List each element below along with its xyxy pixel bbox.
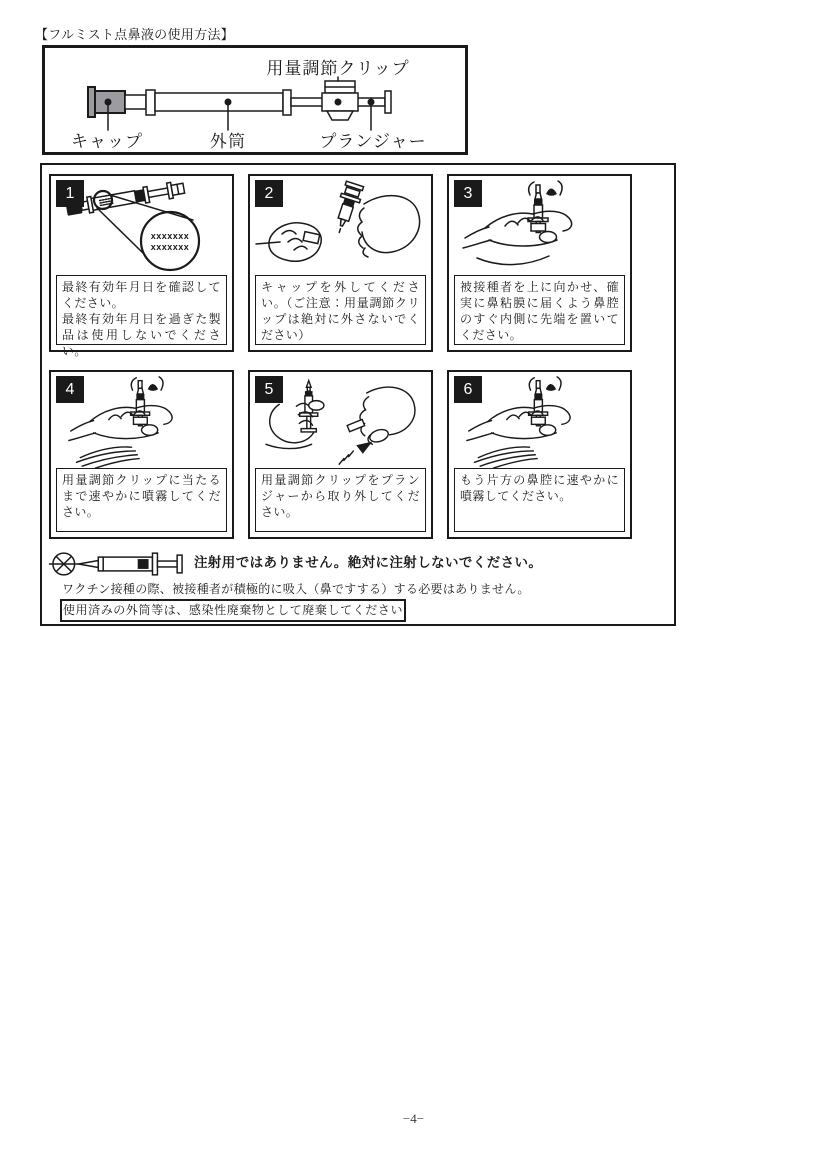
no-injection-text: 注射用ではありません。絶対に注射しないでください。 bbox=[194, 555, 543, 570]
right-hand-with-clip-icon bbox=[347, 387, 415, 444]
label-barrel: 外筒 bbox=[210, 132, 246, 151]
label-plunger: プランジャー bbox=[319, 132, 427, 151]
svg-text:xxxxxxx: xxxxxxx bbox=[150, 231, 190, 241]
direction-arrow-icon bbox=[339, 441, 372, 464]
right-hand-icon bbox=[358, 196, 420, 257]
step-4 bbox=[49, 370, 234, 539]
label-dose-clip: 用量調節クリップ bbox=[266, 59, 410, 78]
step-3-caption: 被接種者を上に向かせ、確実に鼻粘膜に届くよう鼻腔のすぐ内側に先端を置いてください。 bbox=[454, 275, 625, 345]
step-6 bbox=[447, 370, 632, 539]
inhale-note: ワクチン接種の際、被接種者が積極的に吸入（鼻ですする）する必要はありません。 bbox=[62, 582, 530, 596]
step-2-caption: キャップを外してください。（ご注意：用量調節クリップは絶対に外さないでください） bbox=[255, 275, 426, 345]
step-3 bbox=[447, 174, 632, 352]
label-cap: キャップ bbox=[71, 132, 143, 151]
step-5-caption: 用量調節クリップをプランジャーから取り外してください。 bbox=[255, 468, 426, 532]
disposal-notice: 使用済みの外筒等は、感染性廃棄物として廃棄してください bbox=[60, 599, 406, 622]
step-4-caption: 用量調節クリップに当たるまで速やかに噴霧してください。 bbox=[56, 468, 227, 532]
step-1-caption: 最終有効年月日を確認してください。 最終有効年月日を過ぎた製品は使用しないでください。 bbox=[56, 275, 227, 345]
step-3-number: 3 bbox=[454, 180, 482, 207]
no-injection-icon bbox=[49, 550, 187, 578]
left-hand-with-cap-icon bbox=[256, 223, 321, 261]
step-5-number: 5 bbox=[255, 376, 283, 403]
step-6-caption: もう片方の鼻腔に速やかに噴霧してください。 bbox=[454, 468, 625, 532]
page-title: 【フルミスト点鼻液の使用方法】 bbox=[35, 27, 234, 42]
step-2 bbox=[248, 174, 433, 352]
svg-text:xxxxxxx: xxxxxxx bbox=[150, 242, 190, 252]
left-hand-icon bbox=[266, 401, 324, 449]
step-1 bbox=[49, 174, 234, 358]
step-4-number: 4 bbox=[56, 376, 84, 403]
device-diagram-box bbox=[42, 45, 468, 155]
syringe-icon bbox=[330, 181, 365, 236]
step-6-number: 6 bbox=[454, 376, 482, 403]
step-5 bbox=[248, 370, 433, 539]
barrel-icon bbox=[155, 93, 283, 111]
step-2-number: 2 bbox=[255, 180, 283, 207]
page-number: −4− bbox=[402, 1111, 425, 1126]
instructions-box bbox=[40, 163, 676, 626]
step-1-number: 1 bbox=[56, 180, 84, 207]
